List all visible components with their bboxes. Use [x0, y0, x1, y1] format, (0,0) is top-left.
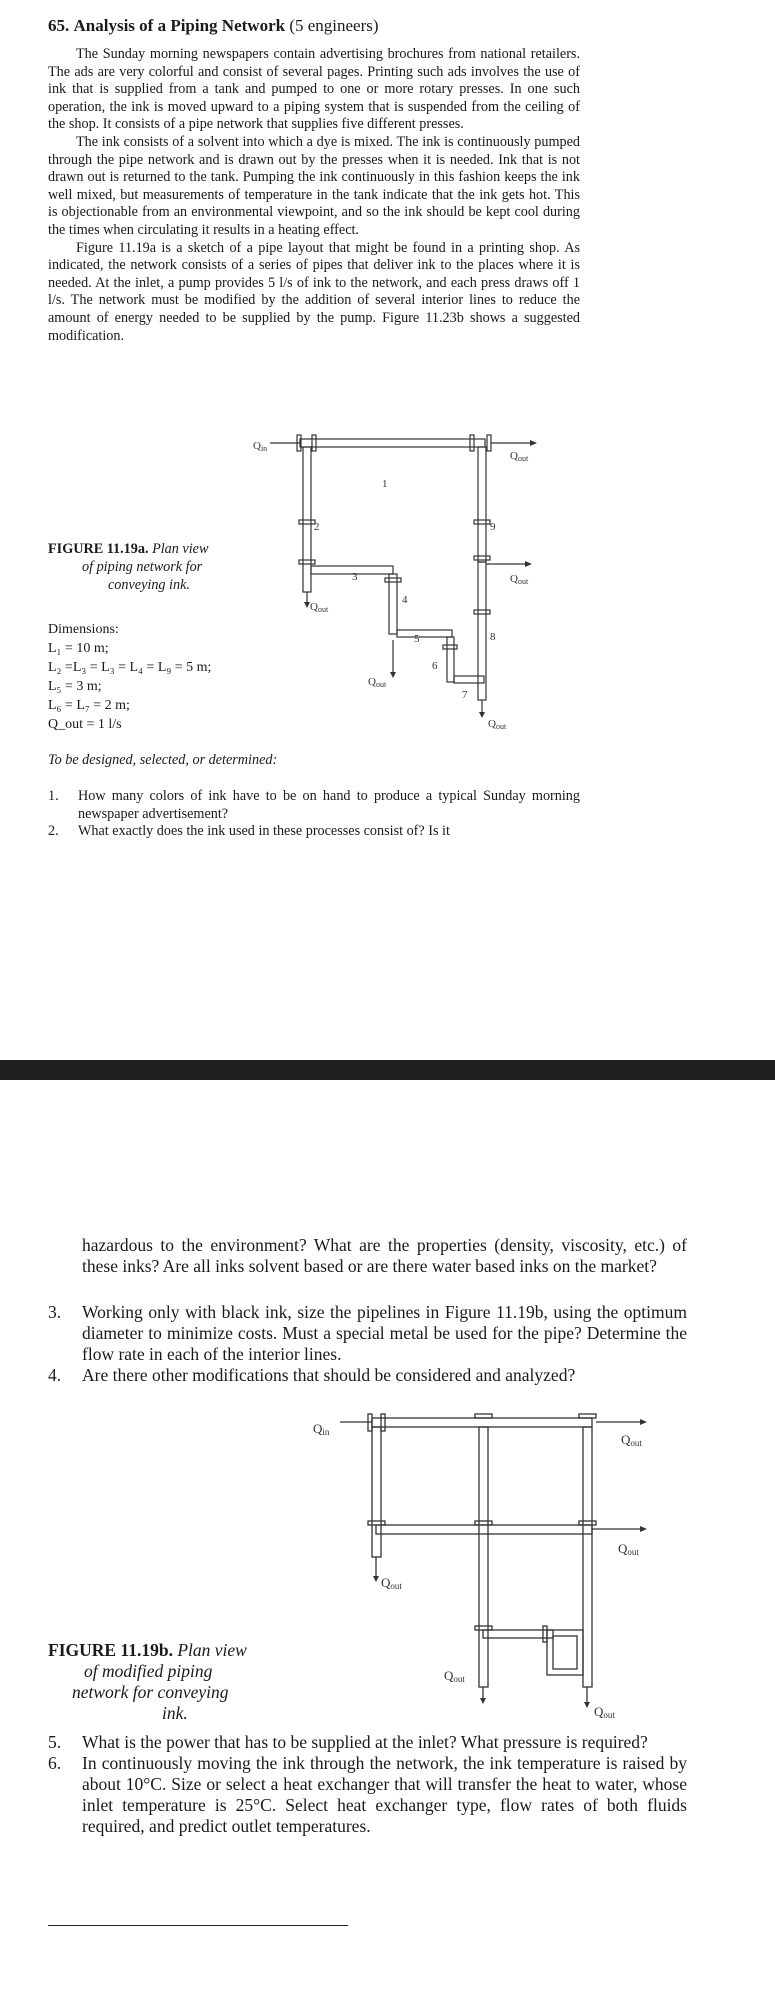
problem-title: Analysis of a Piping Network [73, 16, 286, 35]
figure-b-label: FIGURE 11.19b. [48, 1640, 173, 1660]
problem-team-size: (5 engineers) [289, 16, 379, 35]
label-q-out: Qout [510, 573, 529, 586]
pipe-label-2: 2 [314, 521, 320, 533]
question-list [48, 1732, 687, 1837]
pipe-label-5: 5 [414, 633, 420, 645]
pipe-label-3: 3 [352, 571, 358, 583]
dimension-line: L₆ = L₇ = 2 m; [48, 698, 130, 713]
question-text: In continuously moving the ink through the network, the ink temperature is raised by about 10°C. Size or select a heat exchanger that will transfer the heat to water, whose inlet temperature is 25°C. Select heat exchanger type, flow rates of both fluids required, and predict outlet temperatures. [82, 1753, 687, 1836]
pipe-7 [454, 676, 484, 683]
dimensions-heading: Dimensions: [48, 622, 119, 637]
question-2-continuation: hazardous to the environment? What are the properties (density, viscosity, etc.) of these inks? Are all inks solvent based or are there water based inks on the market? [82, 1235, 687, 1276]
pipe-6 [447, 637, 454, 682]
label-q-out: Qout [444, 1668, 465, 1684]
question-text: Are there other modifications that should be considered and analyzed? [82, 1365, 576, 1385]
pipe-network-diagram-b [0, 1080, 775, 2011]
page-separator [0, 1060, 775, 1080]
paragraph: The ink consists of a solvent into which a dye is mixed. The ink is continuously pumped through the pipe network and is drawn out by the presses when it is needed. Ink that is not drawn out is returned to the tank. Pumping the ink continuously in this fashion keeps the ink well mixed, but measurements of temperature in the tank indicate that the ink gets hot. This is objectionable from an environmental viewpoint, and so the ink should be kept cool during the times when circulating it results in a heating effect. [48, 133, 580, 238]
page-bottom [0, 1080, 775, 2011]
figure-a-title: of piping network for [82, 559, 203, 575]
figure-b-title: ink. [162, 1703, 188, 1723]
paragraph: Figure 11.19a is a sketch of a pipe layout that might be found in a printing shop. As indicated, the network consists of a series of pipes that deliver ink to the places where it is needed. At the inlet, a pump provides 5 l/s of ink to the network, and each press draws off 1 l/s. The network must be modified by the addition of several interior lines to reduce the amount of energy needed to be supplied by the pump. Figure 11.23b shows a suggested modification. [48, 239, 580, 344]
label-q-in: Qin [253, 440, 268, 453]
figure-b-title: of modified piping [84, 1661, 213, 1681]
label-q-out: Qout [618, 1541, 639, 1557]
label-q-out: Qout [621, 1432, 642, 1448]
question-number: 3. [48, 1302, 62, 1322]
pipe-label-4: 4 [402, 594, 408, 606]
figure-a-title: conveying ink. [108, 577, 190, 593]
label-q-in: Qin [313, 1421, 330, 1437]
question-number: 5. [48, 1732, 62, 1752]
dimension-line: L₁ = 10 m; [48, 641, 109, 656]
pipe-9 [478, 447, 486, 562]
determine-heading: To be designed, selected, or determined: [48, 752, 278, 768]
pipe-5 [397, 630, 452, 637]
dimension-line: L₅ = 3 m; [48, 679, 102, 694]
label-q-out: Qout [381, 1575, 402, 1591]
question-text: Working only with black ink, size the pipelines in Figure 11.19b, using the optimum diameter to minimize costs. Must a special metal be used for the pipe? Determine the flow rate in each of the interior lines. [82, 1302, 687, 1364]
pipe-network-diagram-a [0, 0, 775, 760]
dimension-line: Q_out = 1 l/s [48, 717, 122, 732]
question-text: How many colors of ink have to be on hand to produce a typical Sunday morning newspaper advertisement? [78, 788, 580, 822]
problem-number: 65. [48, 16, 70, 35]
end-rule [48, 1925, 348, 1926]
question-item [48, 1753, 687, 1837]
question-number: 1. [48, 788, 59, 804]
question-text: What exactly does the ink used in these processes consist of? Is it [78, 823, 450, 840]
label-q-out: Qout [368, 676, 387, 689]
label-q-out: Qout [310, 601, 329, 614]
pipe-1 [300, 439, 485, 447]
pipe-label-1: 1 [382, 478, 388, 490]
pipe-8 [478, 562, 486, 700]
figure-a-label: FIGURE 11.19a. [48, 541, 149, 557]
question-number: 6. [48, 1753, 62, 1773]
figure-b-title: network for conveying [72, 1682, 229, 1702]
question-item [48, 823, 580, 841]
figure-b-title: Plan view [177, 1640, 247, 1660]
question-number: 4. [48, 1365, 62, 1385]
question-number: 2. [48, 823, 59, 840]
figure-a-title: Plan view [152, 541, 209, 557]
label-q-out: Qout [510, 450, 529, 463]
dimension-line: L₂ =L₃ = L₃ = L₄ = L₉ = 5 m; [48, 660, 212, 675]
label-q-out: Qout [594, 1704, 615, 1720]
question-item [48, 788, 580, 823]
pipe-label-9: 9 [490, 521, 496, 533]
question-item [48, 1732, 687, 1753]
pipe-label-8: 8 [490, 631, 496, 643]
paragraph: The Sunday morning newspapers contain advertising brochures from national retailers. The ads are very colorful and consist of several pages. Printing such ads involves the use of ink that is supplied from a tank and pumped to one or more rotary presses. In one such operation, the ink is moved upward to a piping system that is suspended from the ceiling of the shop. It consists of a pipe network that supplies five different presses. [48, 46, 580, 133]
pipe-4 [389, 574, 397, 634]
pipe-label-6: 6 [432, 660, 438, 672]
question-list [48, 788, 580, 841]
label-q-out: Qout [488, 718, 507, 731]
question-text: What is the power that has to be supplied at the inlet? What pressure is required? [82, 1732, 648, 1752]
pipe-label-7: 7 [462, 689, 468, 701]
